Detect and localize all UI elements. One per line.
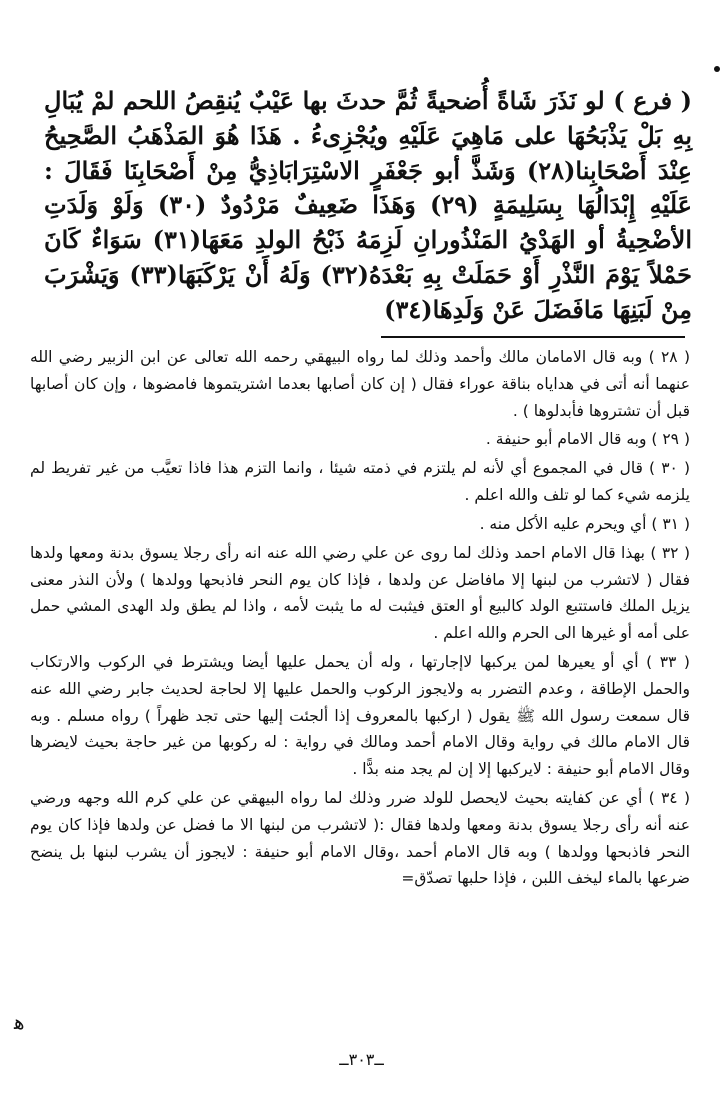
footnote-29: ( ٢٩ ) وبه قال الامام أبو حنيفة . (485, 430, 690, 449)
footnote-33: ( ٣٣ ) أي أو يعيرها لمن يركبها لاإجارتها ، وله أن يحمل عليها أيضا ويشترط في الركوب والارتكاب والحمل الإطاقة ، وعدم التضرر به ولايجوز الركوب والحمل عليها إلا لحاجة لحديث جابر رضي الله عنه قال سمعت رسول الله ﷺ يقول ( اركبها بالمعروف إذا ألجئت إليها حتى تجد ظهراً ) رواه مسلم . وبه قال الامام مالك في رواية وقال الامام أحمد ومالك في رواية : له ركوبها من غير حاجة بحيث لايضرها وقال الامام أبو حنيفة : لايركبها إلا إن لم يجد منه بدًّا . (30, 652, 690, 779)
footnote-31: ( ٣١ ) أي ويحرم عليه الأكل منه . (479, 514, 690, 533)
footnotes-section (30, 344, 690, 894)
main-body-text: ( فرع ) لو نَذَرَ شَاةً أُضحيةً ثُمَّ حدثَ بها عَيْبٌ يُنقِصُ اللحم لمْ يُبَالِ بِهِ بَلْ يَذْبَحُهَا على مَاهِيَ عَلَيْهِ ويُجْزِىءُ . هَذَا هُوَ المَذْهَبُ الصَّحِيحُ عِنْدَ أَصْحَابِنا(٢٨) وَشَذَّ أبو جَعْفَرٍ الاسْتِرَابَاذِيُّ مِنْ أَصْحَابِنَا فَقَالَ : عَلَيْهِ إِبْدَالُهَا بِسَلِيمَةٍ (٢٩) وَهَذَا ضَعِيفٌ مَرْدُودٌ (٣٠) وَلَوْ وَلَدَتِ الأضْحِيةُ أو الهَدْيُ المَنْذُورانِ لَزِمَهُ ذَبْحُ الولدِ مَعَهَا(٣١) سَوَاءٌ كَانَ حَمْلاً يَوْمَ النَّذْرِ أَوْ حَمَلَتْ بِهِ بَعْدَهُ(٣٢) وَلَهُ أَنْ يَرْكَبَهَا(٣٣) وَيَشْرَبَ مِنْ لَبَنِهَا مَافَضَلَ عَنْ وَلَدِهَا(٣٤) (44, 86, 693, 324)
margin-dot (714, 66, 720, 72)
footnote-32: ( ٣٢ ) بهذا قال الامام احمد وذلك لما روى عن علي رضي الله عنه انه رأى رجلا يسوق بدنة ومعها ولدها فقال ( لاتشرب من لبنها إلا مافاضل عن ولدها ، فإذا كان يوم النحر فاذبحها وولدها ) ولأن النذر معنى يزيل الملك فاستتبع الولد كالبيع أو العتق فيثبت له ما يثبت لأمه ، واذا لم يطق ولد الهدى المشي حمل على أمه أو غيرها الى الحرم والله اعلم . (30, 543, 690, 643)
page-number: ــ٣٠٣ــ (339, 1050, 384, 1069)
footnote-28: ( ٢٨ ) وبه قال الامامان مالك وأحمد وذلك لما رواه البيهقي رحمه الله تعالى عن ابن الزبير رضي الله عنهما أنه أتى في هداياه بناقة عوراء فقال ( إن كان أصابها بعدما اشتريتموها فامضوها ، وإن كان أصابها قبل أن تشتروها فأبدلوها ) . (30, 348, 691, 420)
margin-continuation-mark: ﻫ (14, 1010, 25, 1034)
footnote-separator-rule (381, 336, 685, 338)
footnote-34: ( ٣٤ ) أي عن كفايته بحيث لايحصل للولد ضرر وذلك لما رواه البيهقي عن علي كرم الله وجهه ورضي عنه أنه رأى رجلا يسوق بدنة ومعها ولدها فقال :( لاتشرب من لبنها الا ما فضل عن ولدها فإذا كان يوم النحر فاذبحها وولدها ) وبه قال الامام أحمد ،وقال الامام أبو حنيفة : لايجوز أن يشرب لبنها بل ينضح ضرعها بالماء ليخف اللبن ، فإذا حلبها تصدّق= (30, 789, 690, 888)
footnote-30: ( ٣٠ ) قال في المجموع أي لأنه لم يلتزم في ذمته شيئا ، وانما التزم هذا فاذا تعيَّب من غير تفريط لم يلزمه شيء كما لو تلف والله اعلم . (30, 459, 690, 505)
